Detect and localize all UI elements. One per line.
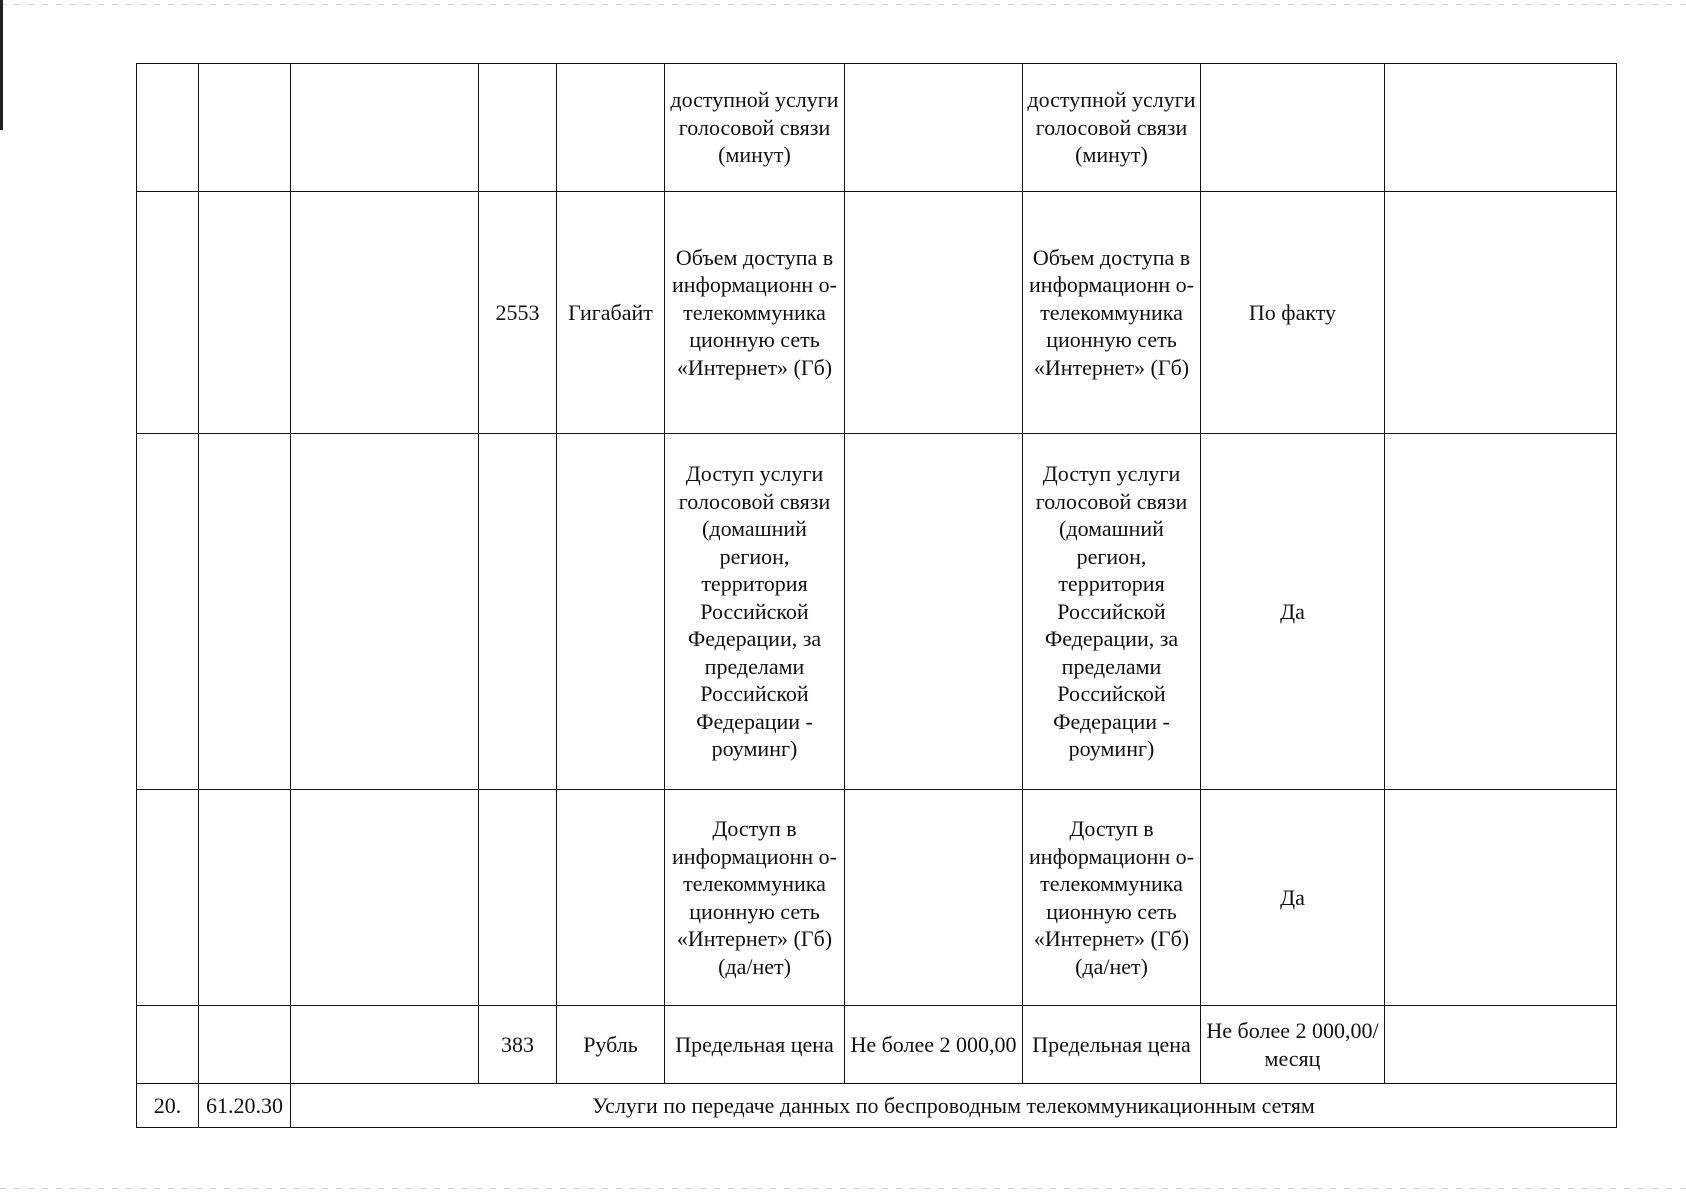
- cell-name: [291, 64, 479, 192]
- cell-number: [137, 64, 199, 192]
- cell-value-2: [1201, 64, 1385, 192]
- section-number: 20.: [137, 1084, 199, 1128]
- section-code: 61.20.30: [199, 1084, 291, 1128]
- scan-artifact-top: [0, 4, 1686, 5]
- cell-characteristic: доступной услуги голосовой связи (минут): [665, 64, 845, 192]
- cell-okpd-code: [199, 790, 291, 1006]
- cell-value: [845, 434, 1023, 790]
- cell-characteristic-2: Объем доступа в информационн о-телекоммуника ционную сеть «Интернет» (Гб): [1023, 192, 1201, 434]
- table-row: [137, 64, 1617, 192]
- cell-unit: [557, 434, 665, 790]
- cell-value-2: Да: [1201, 790, 1385, 1006]
- page-edge-mark: [0, 0, 3, 130]
- cell-note: [1385, 790, 1617, 1006]
- cell-value: [845, 64, 1023, 192]
- table-row: [137, 192, 1617, 434]
- cell-characteristic-2: Доступ в информационн о-телекоммуника ционную сеть «Интернет» (Гб) (да/нет): [1023, 790, 1201, 1006]
- cell-okei-code: [479, 64, 557, 192]
- cell-okpd-code: [199, 1006, 291, 1084]
- procurement-table: [136, 63, 1617, 1128]
- cell-unit: [557, 64, 665, 192]
- cell-okpd-code: [199, 192, 291, 434]
- cell-number: [137, 790, 199, 1006]
- cell-characteristic-2: доступной услуги голосовой связи (минут): [1023, 64, 1201, 192]
- cell-name: [291, 434, 479, 790]
- cell-characteristic-2: Доступ услуги голосовой связи (домашний регион, территория Российской Федерации, за пределами Российской Федерации - роуминг): [1023, 434, 1201, 790]
- cell-value: [845, 790, 1023, 1006]
- cell-note: [1385, 434, 1617, 790]
- cell-value: [845, 192, 1023, 434]
- cell-characteristic: Доступ в информационн о-телекоммуника ционную сеть «Интернет» (Гб) (да/нет): [665, 790, 845, 1006]
- cell-unit: Гигабайт: [557, 192, 665, 434]
- cell-okei-code: [479, 434, 557, 790]
- cell-name: [291, 192, 479, 434]
- cell-characteristic-2: Предельная цена: [1023, 1006, 1201, 1084]
- cell-note: [1385, 1006, 1617, 1084]
- cell-unit: [557, 790, 665, 1006]
- cell-value: Не более 2 000,00: [845, 1006, 1023, 1084]
- cell-number: [137, 1006, 199, 1084]
- cell-characteristic: Предельная цена: [665, 1006, 845, 1084]
- cell-note: [1385, 64, 1617, 192]
- cell-number: [137, 434, 199, 790]
- cell-value-2: Не более 2 000,00/месяц: [1201, 1006, 1385, 1084]
- cell-okei-code: 383: [479, 1006, 557, 1084]
- cell-name: [291, 1006, 479, 1084]
- cell-okei-code: 2553: [479, 192, 557, 434]
- cell-unit: Рубль: [557, 1006, 665, 1084]
- cell-value-2: Да: [1201, 434, 1385, 790]
- section-title: Услуги по передаче данных по беспроводным телекоммуникационным сетям: [291, 1084, 1617, 1128]
- cell-number: [137, 192, 199, 434]
- cell-okpd-code: [199, 64, 291, 192]
- table-row: [137, 1006, 1617, 1084]
- cell-note: [1385, 192, 1617, 434]
- cell-value-2: По факту: [1201, 192, 1385, 434]
- cell-okei-code: [479, 790, 557, 1006]
- table-row: [137, 790, 1617, 1006]
- cell-okpd-code: [199, 434, 291, 790]
- cell-characteristic: Объем доступа в информационн о-телекоммуника ционную сеть «Интернет» (Гб): [665, 192, 845, 434]
- table-row: [137, 434, 1617, 790]
- cell-characteristic: Доступ услуги голосовой связи (домашний регион, территория Российской Федерации, за пределами Российской Федерации - роуминг): [665, 434, 845, 790]
- cell-name: [291, 790, 479, 1006]
- scan-artifact-bottom: [0, 1188, 1686, 1189]
- section-row: [137, 1084, 1617, 1128]
